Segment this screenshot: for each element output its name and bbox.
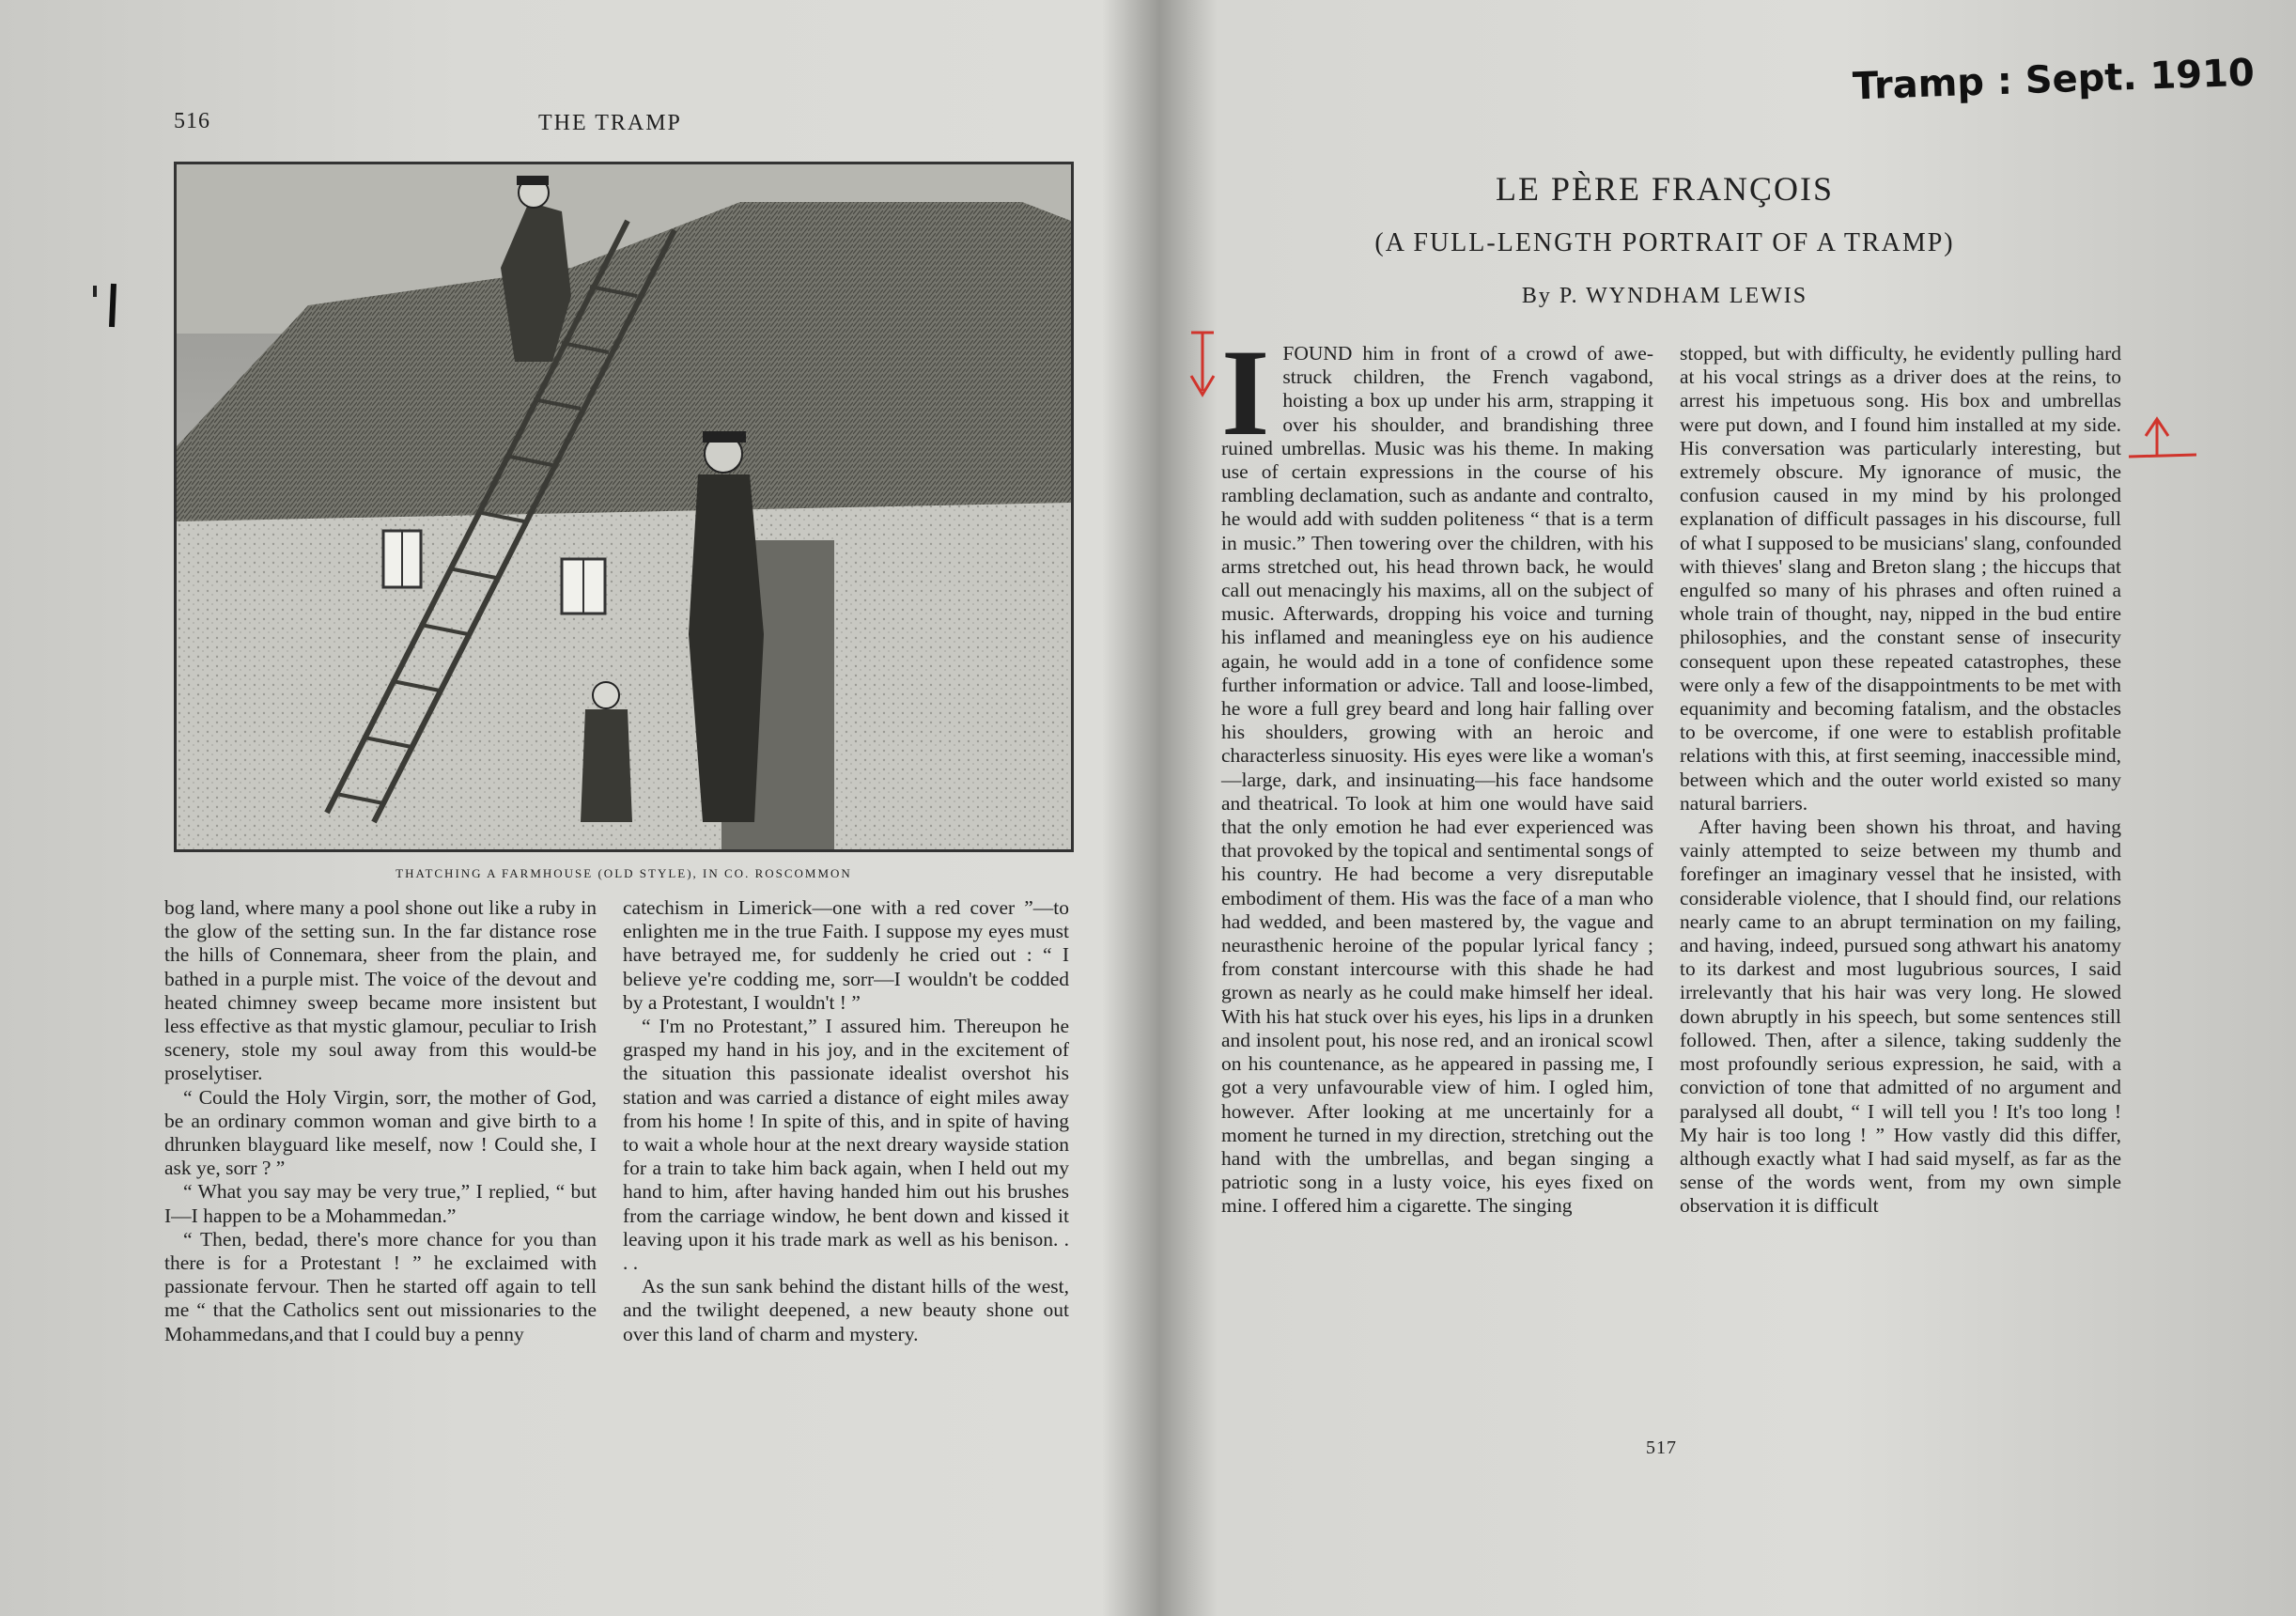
right-column-1 <box>1221 323 1653 1219</box>
red-pen-arrow-up <box>2125 413 2200 470</box>
paragraph: FOUND him in front of a crowd of awe-struck children, the French vagabond, hoisting a box up under his arm, strapping it over his shoulder, and brandishing three ruined umbrellas. Music was his theme. In making use of certain expressions in the course of his rambling declamation, such as andante and contralto, he would add with sudden politeness “ that is a term in music.” Then towering over the children, with his arms stretched out, his head thrown back, he would call out menacingly his maxims, all on the subject of music. Afterwards, dropping his voice and turning his inflamed and meaningless eye on his audience again, he would add in a tone of confidence some further information or advice. Tall and loose-limbed, he wore a full grey beard and long hair falling over his shoulders, growing with an heroic and characterless sinuosity. His eyes were like a woman's—large, dark, and insinuating—his face handsome and theatrical. To look at him one would have said that the only emotion he had ever experienced was that provoked by the topical and sentimental songs of his country. He had become a very disreputable embodiment of them. His was the face of a man who had wedded, and been mastered by, the vague and neurasthenic heroine of the popular lyrical fancy ; from constant intercourse with this shade he had grown as nearly as he could make himself her ideal. With his hat stuck over his eyes, his lips in a drunken and insolent pout, his nose red, and an ironical scowl on his countenance, as he appeared in passing me, I got a very unfavourable view of him. I ogled him, however. After looking at me uncertainly for a moment he turned in my direction, stretching out the hand with the umbrellas, and began singing a patriotic song in a lusty voice, his eyes fixed on mine. I offered him a cigarette. The singing <box>1221 342 1653 1218</box>
paragraph: After having been shown his throat, and having vainly attempted to seize between my thumb and forefinger an imaginary vessel that he insisted, with considerable violence, that I should find, our relations nearly came to an abrupt termination on my failing, and having, indeed, pursued song athwart his anatomy to its darkest and most lugubrious sources, I said irrelevantly that his hair was very long. He slowed down abruptly in his speech, but some sentences still followed. Then, after a silence, taking suddenly the most profoundly serious expression, he said, with a conviction of tone that admitted of no argument and paralysed all doubt, “ I will tell you ! It's too long ! My hair is too long ! ” How vastly did this differ, although exactly what I had said myself, as far as the sense of the words went, from my own simple observation it is difficult <box>1680 816 2121 1218</box>
left-page <box>19 0 1156 1616</box>
byline <box>1242 284 2087 309</box>
pen-margin-mark <box>89 280 127 336</box>
paragraph: “ What you say may be very true,” I replied, “ but I—I happen to be a Mohammedan.” <box>164 1180 597 1227</box>
paragraph: stopped, but with difficulty, he evidently pulling hard at his vocal strings as a driver does at the reins, to arrest his impetuous song. His box and umbrellas were put down, and I found him installed at my side. His conversation was particularly interesting, but extremely obscure. My ignorance of music, the confusion caused in my mind by his prolonged explanation of difficult passages in his discourse, full of what I supposed to be musicians' slang, confounded with thieves' slang and Breton slang ; the hiccups that engulfed so many of his phrases and often ruined a whole train of thought, nay, nipped in the bud entire philosophies, and the constant sense of insecurity consequent upon these repeated catastrophes, these were only a few of the disappointments to be met with equanimity and becoming fatalism, and the obstacles to be overcome, if one were to establish profitable relations with this, at first seeming, inaccessible mind, between which and the outer world existed so many natural barriers. <box>1680 342 2121 815</box>
folio-left: 516 <box>174 109 210 133</box>
right-page <box>1186 0 2266 1616</box>
paragraph: As the sun sank behind the distant hills of the west, and the twilight deepened, a new beauty shone out over this land of charm and mystery. <box>623 1275 1069 1345</box>
running-head: THE TRAMP <box>538 111 682 135</box>
left-column-2 <box>623 896 1069 1346</box>
paragraph: “ Could the Holy Virgin, sorr, the mother of God, be an ordinary common woman and give birth to a dhrunken blayguard like meself, now ! Could she, I ask ye, sorr ? ” <box>164 1085 597 1180</box>
photo-caption: THATCHING A FARMHOUSE (OLD STYLE), IN CO. ROSCOMMON <box>396 866 852 880</box>
article-subtitle: (A FULL-LENGTH PORTRAIT OF A TRAMP) <box>1374 228 1955 257</box>
red-pen-arrow-down <box>1186 327 1223 402</box>
photo-illustration <box>177 164 1071 849</box>
handwritten-annotation: Tramp : Sept. 1910 <box>1852 51 2256 109</box>
paragraph: “ I'm no Protestant,” I assured him. Thereupon he grasped my hand in his joy, and in the excitement of the situation this passionate idealist overshot his station and was carried a distance of eight miles away from his home ! In spite of this, and in spite of having to wait a whole hour at the next dreary wayside station for a train to take him back again, when I held out my hand to him, after having handed him out his brushes from the carriage window, he bent down and kissed it leaving upon it his trade mark as well as his benison. . . . <box>623 1015 1069 1275</box>
right-column-2 <box>1680 342 2121 1219</box>
drop-cap: I <box>1221 323 1270 461</box>
article-title: LE PÈRE FRANÇOIS <box>1495 170 1835 208</box>
paragraph: catechism in Limerick—one with a red cover ”—to enlighten me in the true Faith. I suppose my eyes must have betrayed me, for suddenly he cried out : “ I believe ye're codding me, sorr—I wouldn't be codded by a Protestant, I wouldn't ! ” <box>623 896 1069 1014</box>
left-column-1 <box>164 896 597 1346</box>
byline-author: P. WYNDHAM LEWIS <box>1559 284 1808 308</box>
byline-by: By <box>1521 284 1552 308</box>
paragraph: bog land, where many a pool shone out like a ruby in the glow of the setting sun. In the far distance rose the hills of Connemara, sheer from the plain, and bathed in a purple mist. The voice of the devout and heated chimney sweep became more insistent but less effective as that mystic glamour, peculiar to Irish scenery, stole my soul away from this would-be proselytiser. <box>164 896 597 1085</box>
paragraph: “ Then, bedad, there's more chance for you than there is for a Protestant ! ” he exclaimed with passionate fervour. Then he started off again to tell me “ that the Catholics sent out missionaries to the Mohammedans,and that I could buy a penny <box>164 1227 597 1345</box>
thatching-photo <box>174 162 1074 852</box>
folio-right: 517 <box>1646 1437 1677 1458</box>
